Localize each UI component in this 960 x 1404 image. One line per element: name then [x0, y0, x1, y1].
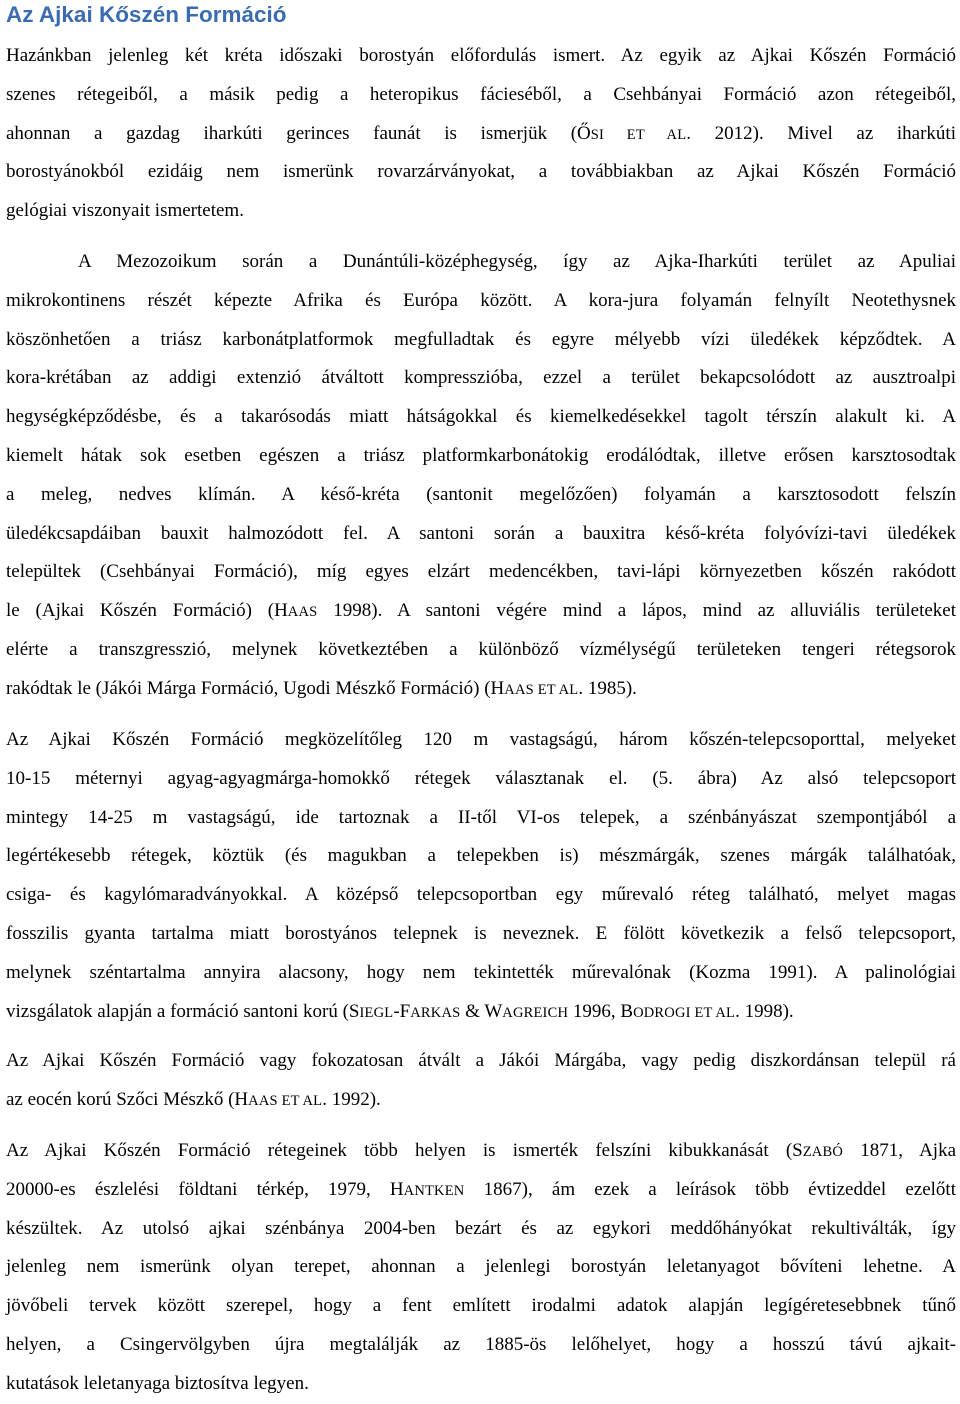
text-fragment: ahonnan a gazdag iharkúti gerinces faunát is ismerjük (Ő — [6, 122, 591, 144]
text-fragment: & W — [460, 1000, 503, 1022]
text-line: köszönhetően a triász karbonátplatformok megfulladtak és egyre mélyebb vízi üledékek képződtek. A — [6, 328, 956, 350]
text-line: csiga- és kagylómaradványokkal. A középső telepcsoportban egy műrevaló réteg található, melyet magas — [6, 884, 956, 906]
text-line — [6, 670, 956, 709]
paragraph-intro — [6, 37, 956, 231]
text-line — [6, 1171, 956, 1210]
text-fragment: 20000-es észlelési földtani térkép, 1979, H — [6, 1178, 404, 1200]
paragraph-transition — [6, 1042, 956, 1120]
author-smallcaps: IEGL — [359, 1004, 394, 1021]
section-title: Az Ajkai Kőszén Formáció — [6, 2, 287, 27]
text-fragment: le (Ajkai Kőszén Formáció) (H — [6, 600, 288, 622]
author-smallcaps: ODROGI ET AL — [633, 1004, 736, 1021]
author-smallcaps: ZABÓ — [802, 1144, 844, 1160]
text-fragment: . 1992). — [322, 1088, 381, 1110]
text-fragment: . 1985). — [578, 677, 637, 699]
text-line: 10-15 méternyi agyag-agyagmárga-homokkő rétegek választanak el. (5. ábra) Az alsó telepcsoport — [6, 767, 956, 789]
text-fragment: 1998). A santoni végére mind a lápos, mind az alluviális területeket — [317, 600, 956, 622]
text-line: kutatások leletanyaga biztosítva legyen. — [6, 1372, 309, 1394]
text-fragment: -F — [393, 1000, 411, 1022]
text-line — [6, 993, 956, 1032]
text-line — [6, 1081, 956, 1120]
text-line: legértékesebb rétegek, köztük (és magukban a telepekben is) mészmárgák, szenes márgák találhatóak, — [6, 845, 956, 867]
author-smallcaps: AAS ET AL — [248, 1092, 323, 1109]
text-line — [6, 1132, 956, 1171]
author-smallcaps: ARKAS — [410, 1004, 461, 1021]
text-fragment: . 1998). — [735, 1000, 794, 1022]
text-fragment: 1871, Ajka — [843, 1140, 956, 1161]
text-line: kora-krétában az addigi extenzió átváltott kompresszióba, ezzel a terület bekapcsolódott az ausztroalpi — [6, 367, 956, 389]
text-line: mikrokontinens részét képezte Afrika és Európa között. A kora-jura folyamán felnyílt Neotethysnek — [6, 289, 956, 311]
author-smallcaps: AGREICH — [502, 1004, 569, 1021]
text-line: készültek. Az utolsó ajkai szénbánya 2004-ben bezárt és az egykori meddőhányókat rekultiválták, így — [6, 1217, 956, 1239]
text-line: borostyánokból ezidáig nem ismerünk rovarzárványokat, a továbbiakban az Ajkai Kőszén Formáció — [6, 161, 956, 183]
text-line: hegységképződésbe, és a takarósodás miatt hátságokkal és kiemelkedésekkel tagolt térszín alakult ki. A — [6, 406, 956, 428]
text-line: melynek széntartalma annyira alacsony, hogy nem tekintették műrevalónak (Kozma 1991). A palinológiai — [6, 961, 956, 983]
text-line: jövőbeli tervek között szerepel, hogy a fent említett irodalmi adatok alapján legígéretesebbnek tűnő — [6, 1295, 956, 1317]
text-line — [6, 115, 956, 154]
text-fragment: rakódtak le (Jákói Márga Formáció, Ugodi Mészkő Formáció) (H — [6, 677, 505, 699]
text-line: fosszilis gyanta tartalma miatt borostyános telepnek is neveznek. E fölött következik a felső telepcsoport, — [6, 922, 956, 944]
text-line: üledékcsapdáiban bauxit halmozódott fel. A santoni során a bauxitra késő-kréta folyóvízi-tavi üledékek — [6, 522, 956, 544]
text-line: elérte a transzgresszió, melynek következtében a különböző vízmélységű területeken tengeri rétegsorok — [6, 638, 956, 660]
paragraph-formation — [6, 721, 956, 1031]
text-fragment: az eocén korú Szőci Mészkő (H — [6, 1088, 249, 1110]
text-line: Az Ajkai Kőszén Formáció megközelítőleg 120 m vastagságú, három kőszén-telepcsoporttal, melyeket — [6, 729, 956, 750]
paragraph-outcrops — [6, 1132, 956, 1404]
text-line: kiemelt hátak sok esetben egészen a triász platformkarbonátokig erodálódtak, illetve erősen karsztosodtak — [6, 444, 956, 466]
text-line: mintegy 14-25 m vastagságú, ide tartoznak a II-től VI-os telepek, a szénbányászat szempontjából a — [6, 806, 956, 828]
author-smallcaps: AAS — [287, 604, 318, 621]
author-smallcaps: AAS ET AL — [504, 681, 579, 698]
text-fragment: . 2012). Mivel az iharkúti — [686, 122, 956, 144]
text-line: a meleg, nedves klímán. A késő-kréta (santonit megelőzően) folyamán a karsztosodott felszín — [6, 483, 956, 505]
paragraph-geology — [6, 243, 956, 709]
text-line: szenes rétegeiből, a másik pedig a heteropikus fácieséből, a Csehbányai Formáció azon rétegeiből, — [6, 83, 956, 105]
text-line: A Mezozoikum során a Dunántúli-középhegység, így az Ajka-Iharkúti terület az Apuliai — [78, 251, 956, 272]
author-smallcaps: ANTKEN — [403, 1182, 465, 1199]
text-fragment: 1996, B — [568, 1000, 634, 1022]
text-line: Hazánkban jelenleg két kréta időszaki borostyán előfordulás ismert. Az egyik az Ajkai Kőszén Formáció — [6, 45, 956, 66]
text-line: Az Ajkai Kőszén Formáció vagy fokozatosan átvált a Jákói Márgába, vagy pedig diszkordánsan települ rá — [6, 1050, 956, 1071]
text-fragment: Az Ajkai Kőszén Formáció rétegeinek több helyen is ismerték felszíni kibukkanását (S — [6, 1140, 803, 1161]
author-smallcaps: SI ET AL — [590, 126, 687, 143]
text-line: gelógiai viszonyait ismertetem. — [6, 200, 244, 222]
text-line: települtek (Csehbányai Formáció), míg egyes elzárt medencékben, tavi-lápi környezetben kőszén rakódott — [6, 561, 956, 583]
text-line: jelenleg nem ismerünk olyan terepet, ahonnan a jelenlegi borostyán leletanyagot bővíteni lehetne. A — [6, 1256, 956, 1278]
text-fragment: 1867), ám ezek a leírások több évtizeddel ezelőtt — [464, 1178, 956, 1200]
text-fragment: vizsgálatok alapján a formáció santoni korú (S — [6, 1000, 360, 1022]
text-line — [6, 592, 956, 631]
text-line: helyen, a Csingervölgyben újra megtalálják az 1885-ös lelőhelyet, hogy a hosszú távú ajkait- — [6, 1333, 956, 1355]
